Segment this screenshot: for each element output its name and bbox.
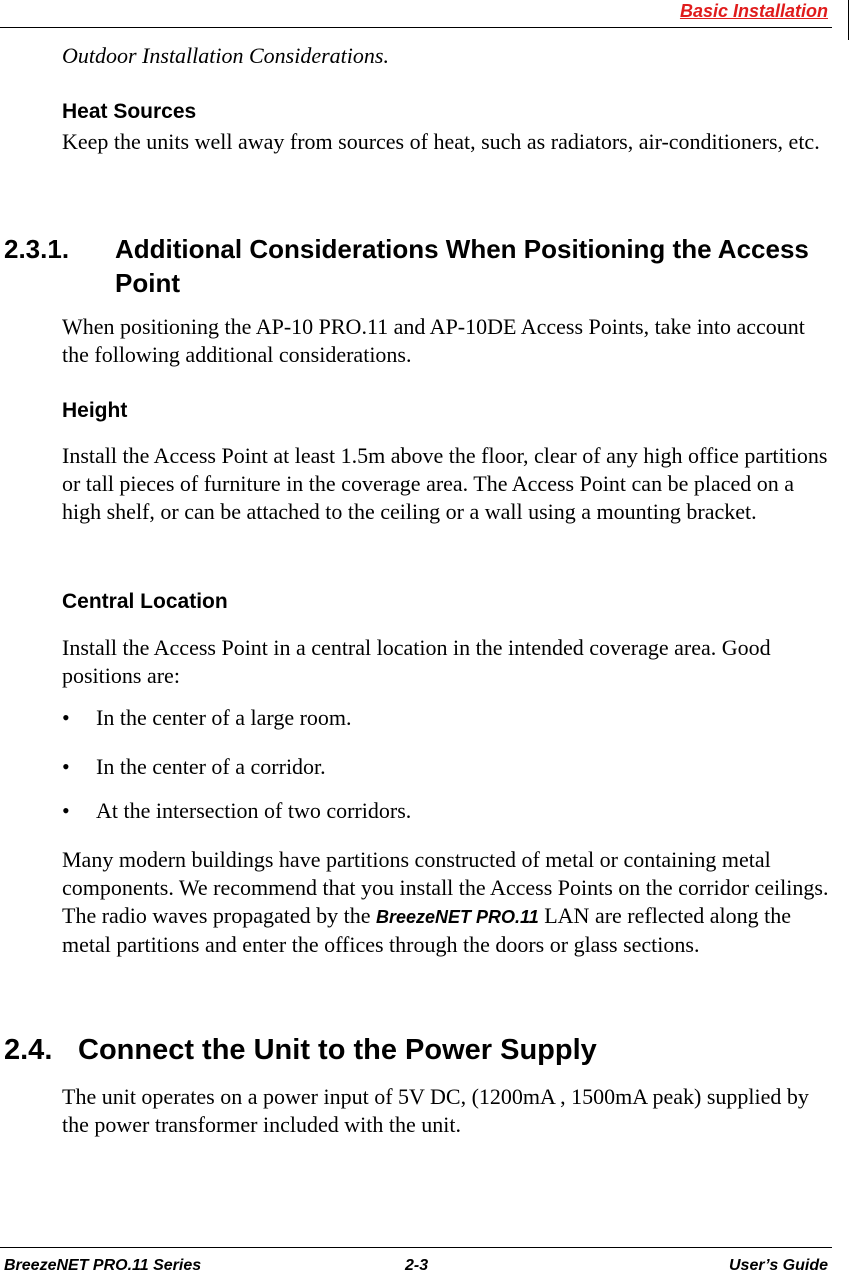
section-2-4-number: 2.4. [4,1034,53,1066]
bullet-icon: • [62,798,70,823]
footer-series: BreezeNET PRO.11 Series [4,1257,202,1274]
section-2-3-1-title: Additional Considerations When Positioning the Access Point [115,234,809,298]
bullet-icon: • [62,754,70,779]
central-location-heading: Central Location [62,590,228,613]
buildings-paragraph [62,846,832,959]
intro-line: Outdoor Installation Considerations. [62,43,389,68]
heat-sources-heading: Heat Sources [62,100,197,123]
heat-sources-paragraph: Keep the units well away from sources of heat, such as radiators, air-conditioners, etc. [62,129,820,154]
section-2-4-title: Connect the Unit to the Power Supply [78,1034,597,1066]
running-header-title: Basic Installation [679,1,828,21]
list-item-text: In the center of a corridor. [96,754,326,779]
section-2-3-1-number: 2.3.1. [4,234,70,264]
footer-page-number: 2-3 [405,1257,429,1274]
height-paragraph: Install the Access Point at least 1.5m above the floor, clear of any high office partitions or tall pieces of furniture in the coverage area. The Access Point can be placed on a high shelf, or can be attached to the ceiling or a wall using a mounting bracket. [62,443,828,524]
header-margin-tick [848,0,849,40]
section-2-4-paragraph: The unit operates on a power input of 5V DC, (1200mA , 1500mA peak) supplied by the power transformer included with the unit. [62,1084,809,1137]
product-brand-name: BreezeNET PRO.11 [376,907,539,927]
footer-guide-title: User’s Guide [728,1257,828,1274]
height-heading: Height [62,399,128,422]
list-item-text: At the intersection of two corridors. [96,798,412,823]
buildings-text-before: Many modern buildings have partitions constructed of metal or containing metal components. We recommend that you install the Access Points on the corridor ceilings. The radio waves propagated by the [62,847,829,928]
header-rule [0,27,832,28]
buildings-text-after: LAN are reflected along the metal partitions and enter the offices through the doors or glass sections. [62,903,791,957]
footer-rule [0,1247,832,1248]
central-location-paragraph: Install the Access Point in a central location in the intended coverage area. Good positions are: [62,635,771,688]
bullet-icon: • [62,705,70,730]
list-item-text: In the center of a large room. [96,705,352,730]
section-2-3-1-paragraph: When positioning the AP-10 PRO.11 and AP-10DE Access Points, take into account the following additional considerations. [62,314,805,367]
